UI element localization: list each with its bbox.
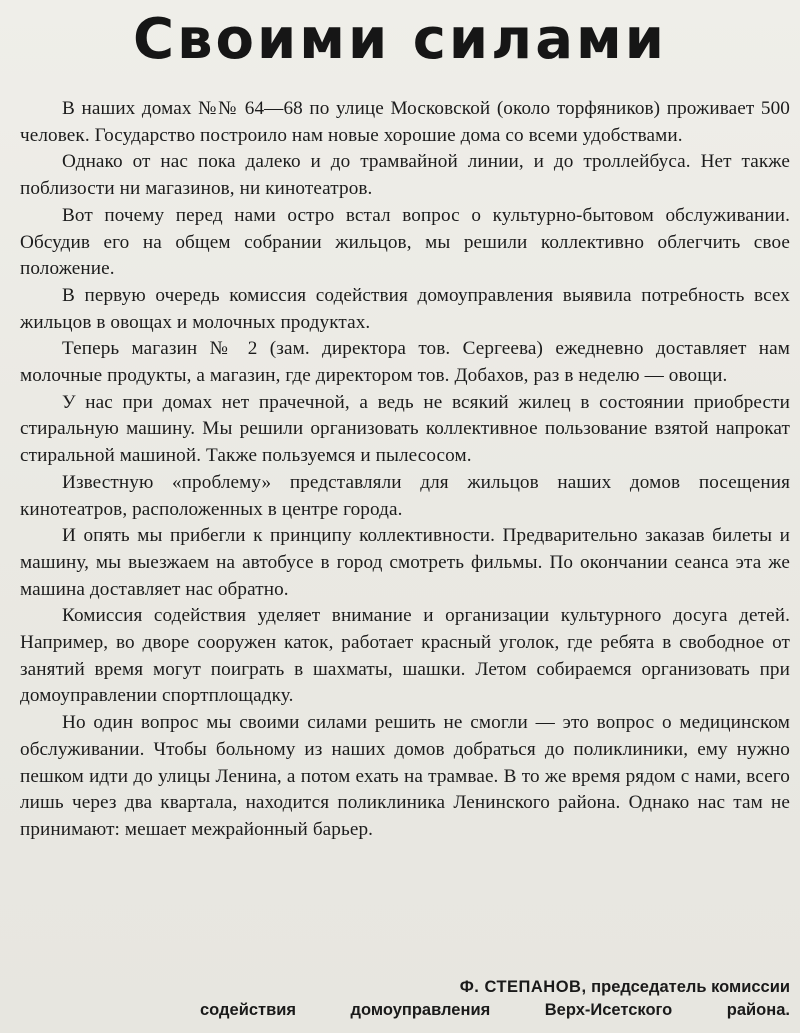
- article-paragraph-2: Однако от нас пока далеко и до трамвайной линии, и до троллейбуса. Нет также поблизости ни магазинов, ни кинотеатров.: [20, 151, 790, 200]
- article-paragraph-3: Вот почему перед нами остро встал вопрос о культурно-бытовом обслуживании. Обсудив его на общем собрании жильцов, мы решили коллективно облегчить свое положение.: [20, 204, 790, 280]
- author-signature: [200, 976, 790, 1022]
- author-name: Ф. СТЕПАНОВ,: [459, 978, 587, 996]
- author-affiliation: содействия домоуправления Верх-Исетского района.: [200, 1001, 790, 1019]
- article-paragraph-5: Теперь магазин № 2 (зам. директора тов. Сергеева) ежедневно доставляет нам молочные продукты, а магазин, где директором тов. Добахов, раз в неделю — овощи.: [20, 338, 790, 387]
- article-paragraph-4: В первую очередь комиссия содействия домоуправления выявила потребность всех жильцов в овощах и молочных продуктах.: [20, 284, 790, 333]
- article-paragraph-8: И опять мы прибегли к принципу коллективности. Предварительно заказав билеты и машину, мы выезжаем на автобусе в город смотреть фильмы. По окончании сеанса эта же машина доставляет нас обратно.: [20, 525, 790, 600]
- article-headline: Своими силами: [132, 7, 667, 72]
- article-paragraph-1: В наших домах №№ 64—68 по улице Московской (около торфяников) проживает 500 человек. Государство построило нам новые хорошие дома со всеми удобствами.: [20, 98, 790, 146]
- article-body: [20, 96, 790, 844]
- article-paragraph-10: Но один вопрос мы своими силами решить не смогли — это вопрос о медицинском обслуживании. Чтобы больному из наших домов добраться до поликлиники, ему нужно пешком идти до улицы Ленина, а потом ехать на трамвае. В то же время рядом с нами, всего лишь через два квартала, находится поликлиника Ленинского района. Однако нас там не принимают: мешает межрайонный барьер.: [20, 712, 790, 840]
- author-title: председатель комиссии: [591, 978, 790, 996]
- article-paragraph-9: Комиссия содействия уделяет внимание и организации культурного досуга детей. Например, во дворе сооружен каток, работает красный уголок, где ребята в свободное от занятий время могут поиграть в шахматы, шашки. Летом собираемся организовать при домоуправлении спортплощадку.: [20, 605, 790, 707]
- signature-line-1: [200, 976, 790, 999]
- article-paragraph-7: Известную «проблему» представляли для жильцов наших домов посещения кинотеатров, расположенных в центре города.: [20, 471, 790, 520]
- article-paragraph-6: У нас при домах нет прачечной, а ведь не всякий жилец в состоянии приобрести стиральную машину. Мы решили организовать коллективное пользование взятой напрокат стиральной машиной. Также пользуемся и пылесосом.: [20, 391, 790, 467]
